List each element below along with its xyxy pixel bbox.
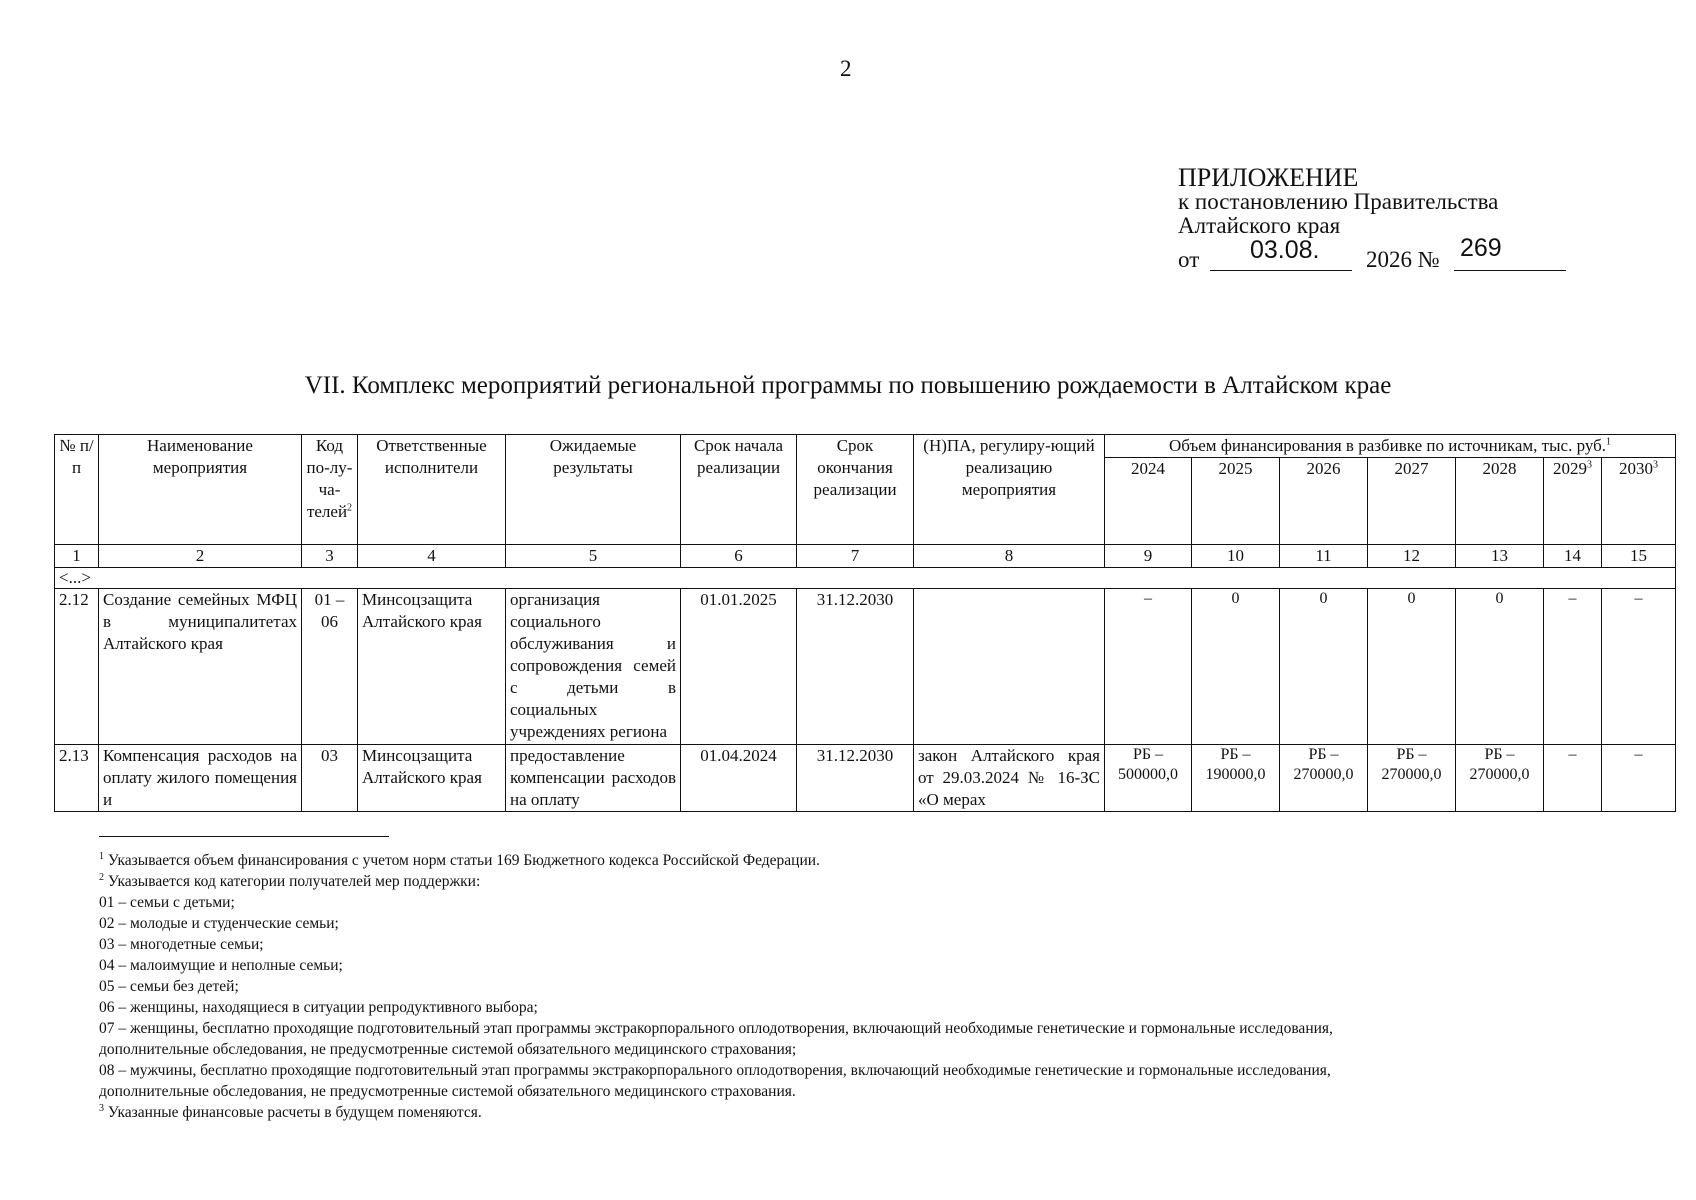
header-year-2030-text: 2030 bbox=[1619, 459, 1653, 478]
column-number: 12 bbox=[1368, 545, 1456, 568]
header-row bbox=[55, 435, 1676, 458]
row-financing-2030: – bbox=[1602, 589, 1676, 745]
number-underline bbox=[1454, 270, 1566, 271]
row-number: 2.12 bbox=[55, 589, 99, 745]
header-year-2029 bbox=[1544, 458, 1602, 545]
page-number: 2 bbox=[840, 56, 852, 81]
footnote-separator bbox=[99, 836, 389, 837]
header-year-2029-sup: 3 bbox=[1587, 459, 1592, 471]
footnote-line: 01 – семьи с детьми; bbox=[99, 894, 235, 911]
header-code-sup: 2 bbox=[347, 502, 353, 514]
footnote bbox=[99, 1102, 1599, 1123]
footnote-line: 03 – многодетные семьи; bbox=[99, 936, 264, 953]
column-number: 3 bbox=[302, 545, 358, 568]
column-number: 9 bbox=[1105, 545, 1192, 568]
row-number: 2.13 bbox=[55, 745, 99, 812]
column-number: 14 bbox=[1544, 545, 1602, 568]
measures-table bbox=[54, 434, 1676, 812]
appendix-title: ПРИЛОЖЕНИЕ bbox=[1178, 163, 1359, 192]
row-financing-2025: 0 bbox=[1192, 589, 1280, 745]
date-underline bbox=[1210, 270, 1352, 271]
row-financing-2024: РБ – 500000,0 bbox=[1105, 745, 1192, 812]
header-code-text: Код по-лу-ча-телей bbox=[306, 436, 353, 521]
footnote-line: 06 – женщины, находящиеся в ситуации репродуктивного выбора; bbox=[99, 999, 538, 1016]
appendix-line-2: к постановлению Правительства bbox=[1178, 189, 1499, 214]
footnote-line: 07 – женщины, бесплатно проходящие подготовительный этап программы экстракорпорального оплодотворения, включающий необходимые генетические и гормональные исследования, bbox=[99, 1020, 1333, 1037]
ellipsis-row bbox=[55, 568, 1676, 589]
footnote-line: 05 – семьи без детей; bbox=[99, 978, 239, 995]
footnote-marker: 1 bbox=[99, 850, 104, 862]
header-code bbox=[302, 435, 358, 545]
header-year-2025: 2025 bbox=[1192, 458, 1280, 545]
column-number: 10 bbox=[1192, 545, 1280, 568]
row-results: организация социального обслуживания и сопровождения семей с детьми в социальных учреждениях региона bbox=[506, 589, 681, 745]
header-name: Наименование мероприятия bbox=[99, 435, 302, 545]
row-financing-2029: – bbox=[1544, 589, 1602, 745]
header-year-2030-sup: 3 bbox=[1653, 459, 1658, 471]
row-results: предоставление компенсации расходов на оплату bbox=[506, 745, 681, 812]
appendix-date-line bbox=[1178, 234, 1502, 274]
table-row bbox=[55, 589, 1676, 745]
row-financing-2028: РБ – 270000,0 bbox=[1456, 745, 1544, 812]
row-npa bbox=[914, 589, 1105, 745]
row-end: 31.12.2030 bbox=[797, 589, 914, 745]
header-financing bbox=[1105, 435, 1676, 458]
footnote-text: Указанные финансовые расчеты в будущем поменяются. bbox=[104, 1104, 482, 1121]
appendix-date: 03.08. bbox=[1250, 236, 1320, 264]
header-year-2030 bbox=[1602, 458, 1676, 545]
header-year-2028: 2028 bbox=[1456, 458, 1544, 545]
column-number: 1 bbox=[55, 545, 99, 568]
row-start: 01.01.2025 bbox=[681, 589, 797, 745]
header-end: Срок окончания реализации bbox=[797, 435, 914, 545]
year-number-label: 2026 № bbox=[1366, 247, 1440, 272]
column-number: 13 bbox=[1456, 545, 1544, 568]
row-financing-2027: 0 bbox=[1368, 589, 1456, 745]
footnote-marker: 2 bbox=[99, 871, 104, 883]
row-executors: Минсоцзащита Алтайского края bbox=[358, 745, 506, 812]
column-number: 7 bbox=[797, 545, 914, 568]
row-code: 03 bbox=[302, 745, 358, 812]
row-financing-2030: – bbox=[1602, 745, 1676, 812]
footnote-text: Указывается код категории получателей мер поддержки: bbox=[104, 873, 481, 890]
table-row bbox=[55, 745, 1676, 812]
row-financing-2025: РБ – 190000,0 bbox=[1192, 745, 1280, 812]
header-no: № п/п bbox=[55, 435, 99, 545]
row-financing-2028: 0 bbox=[1456, 589, 1544, 745]
header-executors: Ответственные исполнители bbox=[358, 435, 506, 545]
row-name: Создание семейных МФЦ в муниципалитетах Алтайского края bbox=[99, 589, 302, 745]
footnote-marker: 3 bbox=[99, 1102, 104, 1114]
section-title: VII. Комплекс мероприятий региональной программы по повышению рождаемости в Алтайском крае bbox=[304, 372, 1392, 399]
row-financing-2027: РБ – 270000,0 bbox=[1368, 745, 1456, 812]
header-year-2029-text: 2029 bbox=[1553, 459, 1587, 478]
row-name: Компенсация расходов на оплату жилого помещения и bbox=[99, 745, 302, 812]
header-start: Срок начала реализации bbox=[681, 435, 797, 545]
column-number: 4 bbox=[358, 545, 506, 568]
row-start: 01.04.2024 bbox=[681, 745, 797, 812]
row-financing-2026: 0 bbox=[1280, 589, 1368, 745]
footnote-line: 04 – малоимущие и неполные семьи; bbox=[99, 957, 343, 974]
footnote-text: Указывается объем финансирования с учетом норм статьи 169 Бюджетного кодекса Российской Федерации. bbox=[104, 852, 820, 869]
row-npa: закон Алтайского края от 29.03.2024 № 16-ЗС «О мерах bbox=[914, 745, 1105, 812]
from-label: от bbox=[1178, 247, 1200, 272]
appendix-line-3: Алтайского края bbox=[1178, 213, 1341, 238]
column-number-row bbox=[55, 545, 1676, 568]
row-code: 01 – 06 bbox=[302, 589, 358, 745]
row-financing-2026: РБ – 270000,0 bbox=[1280, 745, 1368, 812]
footnote-line: дополнительные обследования, не предусмотренные системой обязательного медицинского страхования. bbox=[99, 1083, 796, 1100]
appendix-stamp bbox=[1178, 163, 1502, 274]
row-financing-2029: – bbox=[1544, 745, 1602, 812]
footnote-line: 02 – молодые и студенческие семьи; bbox=[99, 915, 339, 932]
column-number: 11 bbox=[1280, 545, 1368, 568]
header-year-2026: 2026 bbox=[1280, 458, 1368, 545]
header-year-2027: 2027 bbox=[1368, 458, 1456, 545]
footnote bbox=[99, 850, 1599, 871]
footnotes bbox=[99, 850, 1599, 1123]
column-number: 15 bbox=[1602, 545, 1676, 568]
header-financing-text: Объем финансирования в разбивке по источникам, тыс. руб. bbox=[1168, 436, 1607, 455]
appendix-number: 269 bbox=[1460, 234, 1502, 262]
footnote bbox=[99, 871, 1599, 892]
column-number: 8 bbox=[914, 545, 1105, 568]
header-year-2024: 2024 bbox=[1105, 458, 1192, 545]
row-executors: Минсоцзащита Алтайского края bbox=[358, 589, 506, 745]
row-end: 31.12.2030 bbox=[797, 745, 914, 812]
column-number: 6 bbox=[681, 545, 797, 568]
footnote-line: 08 – мужчины, бесплатно проходящие подготовительный этап программы экстракорпорального оплодотворения, включающий необходимые генетические и гормональные исследования, bbox=[99, 1062, 1331, 1079]
header-financing-sup: 1 bbox=[1606, 436, 1612, 448]
column-number: 5 bbox=[506, 545, 681, 568]
ellipsis-cell: <...> bbox=[55, 568, 1676, 589]
header-results: Ожидаемые результаты bbox=[506, 435, 681, 545]
row-financing-2024: – bbox=[1105, 589, 1192, 745]
header-npa: (Н)ПА, регулиру-ющий реализацию мероприятия bbox=[914, 435, 1105, 545]
column-number: 2 bbox=[99, 545, 302, 568]
footnote-line: дополнительные обследования, не предусмотренные системой обязательного медицинского страхования; bbox=[99, 1041, 797, 1058]
